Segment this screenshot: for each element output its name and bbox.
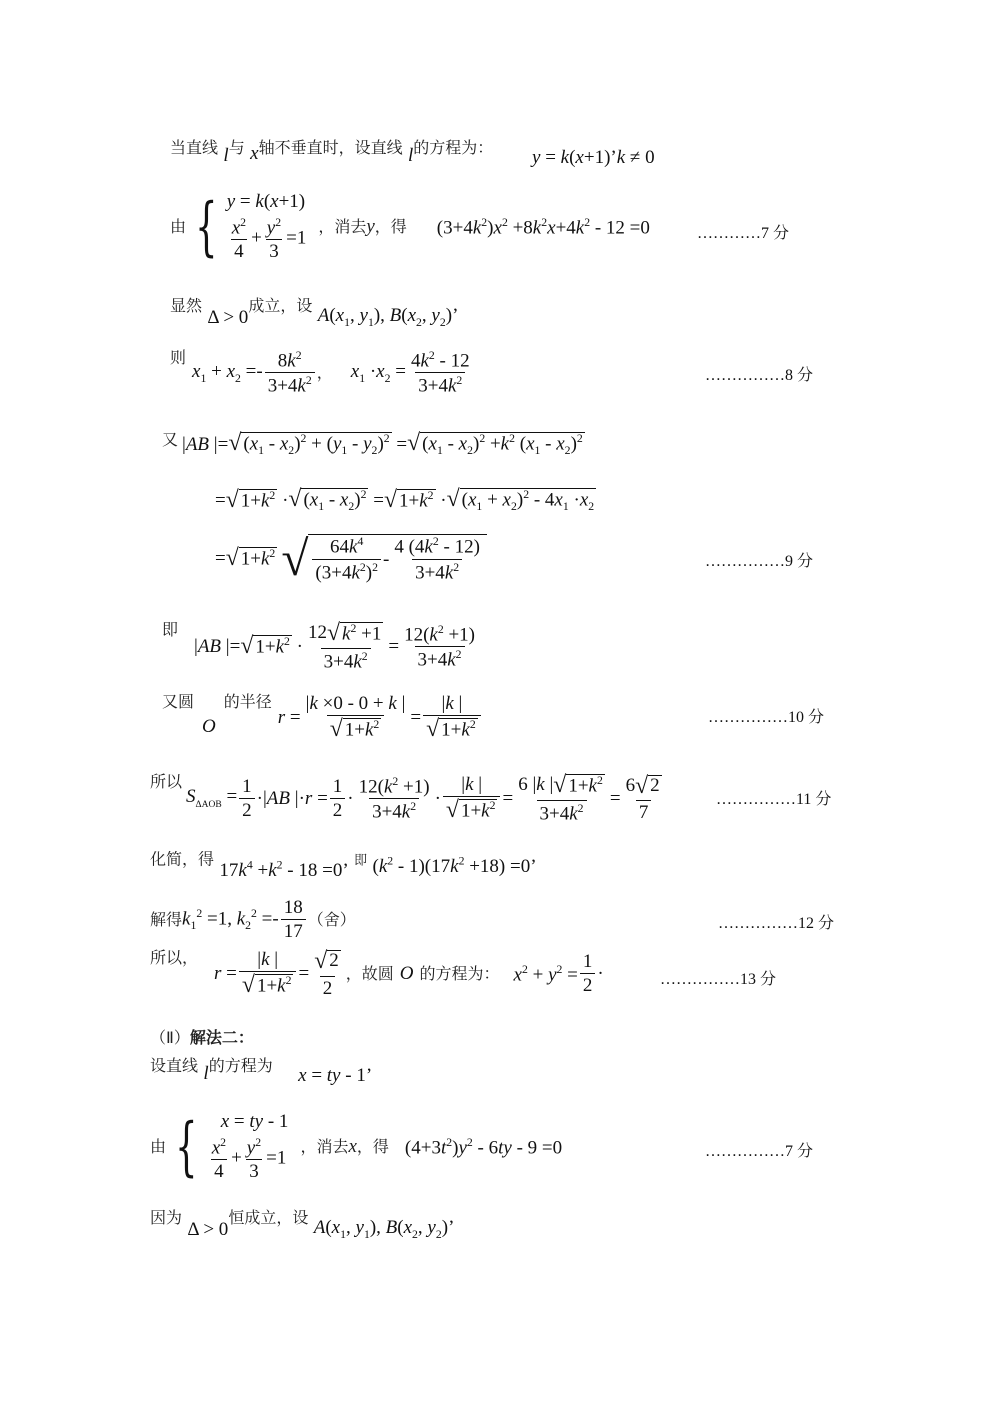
simplify-line: 化简，得 $17k^4 +k^2 - 18 =0$’ 即 $(k^2 - 1)(17k^2 +18) =0$’ [150,849,537,882]
left-brace: { [195,189,218,264]
line-setup-2: 设直线 l的方程为 x = ty - 1’ [150,1056,373,1086]
score-7: …………7 分 [697,225,790,242]
score-10: ……………10 分 [708,709,825,726]
score-7b: ……………7 分 [705,1143,814,1160]
text-line-3: 显然 Δ > 0成立，设 $A(x_1$, $y_1$), $B(x_2$, $y_2$)’ [170,296,459,329]
score-12: ……………12 分 [718,915,835,932]
ab-length-line-3: = √ $1+k^2$ √ $\frac{64k^4}{(3+4k^2)^2}$ - $\frac{4 (4k^2 - 12)}{3+4k^2}$ [215,534,487,583]
text-line-1: 当直线 l与 x轴不垂直时，设直线 l的方程为： [170,138,494,166]
ab-length-line-2: = √ $1+k^2$ · √ $(x_1 - x_2)^2$ = √ $1+k^2$ · √ $(x_1 + x_2)^2 - 4x_1 \cdot x_2$ [215,486,595,514]
ab-length-result: 即 |AB |= √ $1+k^2$ · 12 √ $k^2 +1$ $3+4k^2$ = $\frac{12(k^2 +1)}{3+4k^2}$ [162,620,476,673]
area-formula: 所以 $S_{\Delta AOB}$ = $\frac{1}{2}$ ·|AB |·r = $\frac{1}{2}$ · $\frac{12(k^2 +1)}{3+4k^2}$ · |k | √ $1+k^2$ = 6 |k | √ $1+k^2$ $3+4k^2$ = 6 √ 2 7 [150,772,660,825]
vieta-formulas: 则 $x_1 + x_2$ =- $\frac{8k^2}{3+4k^2}$ ， $x_1 \cdot x_2$ = $\frac{4k^2 - 12}{3+4k^2}$ [170,348,470,397]
system-equations-1: 由 { y = k(x+1) $\frac{x^2}{4}$ + $\frac{y^2}{3}$ =1 ，消去y，得 $(3+4k^2)x^2 +8k^2x+4k^2 - 12 =0$ [170,189,650,264]
line-equation: y = k(x+1)’k ≠ 0 [532,147,655,168]
score-8: ……………8 分 [705,367,814,384]
circle-equation-line: 所以， r = |k | √ $1+k^2$ = √ 2 2 ，故圆 O 的方程为： $x^2 + y^2$ = $\frac{1}{2}$ · [150,948,604,999]
radius-formula: 又圆 O 的半径 r = |k ×0 - 0 + k | √ $1+k^2$ = |k | √ $1+k^2$ [162,694,483,742]
ab-length-line-1: 又 |AB |= √ $(x_1 - x_2)^2 + (y_1 - y_2)^2$ = √ $(x_1 - x_2)^2 +k^2$ $(x_1 - x_2)^2$ [162,430,583,458]
score-11: ……………11 分 [716,791,832,808]
score-9: ……………9 分 [705,553,814,570]
score-13: ……………13 分 [660,971,777,988]
solve-k-line: 解得 $k_1^2 =1$, $k_2^2$ =- $\frac{18}{17}$ （舍） [150,897,356,942]
system-equations-2: 由 { x = ty - 1 $\frac{x^2}{4}$ + $\frac{y^2}{3}$ =1 ，消去x，得 $(4+3t^2)y^2 - 6ty - 9 =0$ [150,1109,563,1184]
text-line-17: 因为 Δ > 0恒成立，设 $A(x_1$, $y_1$), $B(x_2$, $y_2$)’ [150,1208,455,1241]
section-heading: （Ⅱ）解法二： [150,1028,254,1047]
